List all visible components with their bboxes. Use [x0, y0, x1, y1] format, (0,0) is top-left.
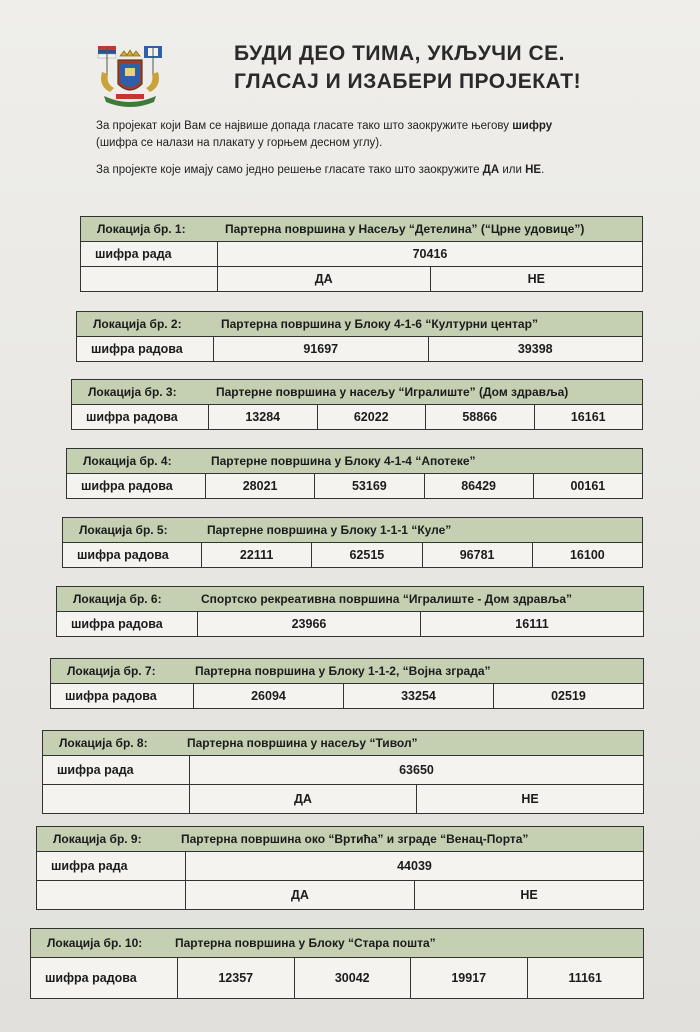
location-header [37, 827, 643, 852]
location-block-10 [30, 928, 644, 999]
location-header [43, 731, 643, 756]
location-header [63, 518, 642, 543]
location-title: Партерне површина у насељу “Игралиште” (Дом здравља) [216, 385, 569, 399]
location-block-3 [71, 379, 643, 430]
vote-row [43, 784, 643, 813]
code-row [67, 474, 642, 498]
project-code[interactable]: 16161 [534, 405, 643, 429]
location-number: Локација бр. 10: [47, 936, 143, 950]
code-label: шифра рада [51, 859, 128, 873]
code-row [51, 684, 643, 708]
location-title: Партерна површина у Блоку 1-1-2, “Војна зграда” [195, 664, 491, 678]
headline-line-1: БУДИ ДЕО ТИМА, УКЉУЧИ СЕ. [234, 42, 565, 65]
code-label: шифра радова [91, 342, 183, 356]
project-code[interactable]: 53169 [314, 474, 423, 498]
coat-of-arms-logo [92, 42, 168, 112]
location-block-5 [62, 517, 643, 568]
project-code[interactable]: 28021 [205, 474, 314, 498]
vote-no-option[interactable]: НЕ [414, 881, 643, 909]
intro-text: или [499, 164, 526, 176]
page-headline [234, 40, 674, 96]
project-code[interactable]: 63650 [189, 756, 643, 784]
intro-line: (шифра се налази на плакату у горњем десном углу). [96, 137, 383, 149]
project-code[interactable]: 62515 [311, 543, 421, 567]
location-header [81, 217, 642, 242]
code-label: шифра радова [81, 479, 173, 493]
code-row [81, 242, 642, 266]
location-header [51, 659, 643, 684]
vote-row [37, 880, 643, 909]
location-block-7 [50, 658, 644, 709]
location-header [67, 449, 642, 474]
code-row [77, 337, 642, 361]
project-code[interactable]: 39398 [428, 337, 643, 361]
project-code[interactable]: 44039 [185, 852, 643, 880]
intro-text: . [541, 164, 545, 176]
location-number: Локација бр. 1: [97, 222, 186, 236]
code-row [31, 958, 643, 998]
vote-row [81, 266, 642, 291]
project-code[interactable]: 16100 [532, 543, 642, 567]
intro-bold: ДА [482, 164, 500, 176]
project-code[interactable]: 96781 [422, 543, 532, 567]
location-title: Партерна површина у насељу “Тивол” [187, 736, 418, 750]
vote-no-option[interactable]: НЕ [416, 785, 643, 813]
empty-cell [81, 267, 217, 291]
location-title: Партерна површина у Блоку 4-1-6 “Културни центар” [221, 317, 538, 331]
project-code[interactable]: 26094 [193, 684, 343, 708]
location-block-4 [66, 448, 643, 499]
code-row [63, 543, 642, 567]
location-number: Локација бр. 6: [73, 592, 162, 606]
location-header [77, 312, 642, 337]
vote-no-option[interactable]: НЕ [430, 267, 643, 291]
code-label: шифра рада [95, 247, 172, 261]
intro-text: За пројекат који Вам се највише допада гласате тако што заокружите његову [96, 120, 513, 132]
project-code[interactable]: 22111 [201, 543, 311, 567]
location-header [72, 380, 642, 405]
location-block-2 [76, 311, 643, 362]
location-header [31, 929, 643, 958]
project-code[interactable]: 33254 [343, 684, 493, 708]
location-number: Локација бр. 8: [59, 736, 148, 750]
vote-yes-option[interactable]: ДА [189, 785, 416, 813]
project-code[interactable]: 16111 [420, 612, 643, 636]
location-title: Партерне површина у Блоку 1-1-1 “Куле” [207, 523, 452, 537]
project-code[interactable]: 02519 [493, 684, 643, 708]
empty-cell [43, 785, 189, 813]
location-header [57, 587, 643, 612]
project-code[interactable]: 13284 [208, 405, 317, 429]
code-row [43, 756, 643, 784]
code-row [72, 405, 642, 429]
intro-bold: шифру [512, 120, 553, 132]
location-title: Партерна површина око “Вртића” и зграде “Венац-Порта” [181, 832, 529, 846]
intro-text: За пројекте које имају само једно решење гласате тако што заокружите [96, 164, 483, 176]
location-number: Локација бр. 7: [67, 664, 156, 678]
intro-paragraph-2 [96, 162, 656, 179]
location-block-6 [56, 586, 644, 637]
project-code[interactable]: 86429 [424, 474, 533, 498]
project-code[interactable]: 91697 [213, 337, 428, 361]
intro-line [96, 118, 656, 135]
code-label: шифра рада [57, 763, 134, 777]
empty-cell [37, 881, 185, 909]
intro-bold: НЕ [525, 164, 542, 176]
location-block-1 [80, 216, 643, 292]
project-code[interactable]: 19917 [410, 958, 527, 998]
headline-line-2: ГЛАСАЈ И ИЗАБЕРИ ПРОЈЕКАТ! [234, 70, 582, 93]
project-code[interactable]: 58866 [425, 405, 534, 429]
vote-yes-option[interactable]: ДА [217, 267, 430, 291]
location-title: Партерна површина у Блоку “Стара пошта” [175, 936, 436, 950]
location-number: Локација бр. 9: [53, 832, 142, 846]
location-block-9 [36, 826, 644, 910]
location-number: Локација бр. 4: [83, 454, 172, 468]
location-number: Локација бр. 3: [88, 385, 177, 399]
intro-paragraph-1 [96, 118, 656, 152]
project-code[interactable]: 00161 [533, 474, 642, 498]
vote-yes-option[interactable]: ДА [185, 881, 414, 909]
project-code[interactable]: 23966 [197, 612, 420, 636]
code-label: шифра радова [45, 971, 137, 985]
code-label: шифра радова [71, 617, 163, 631]
location-title: Партерне површина у Блоку 4-1-4 “Апотеке” [211, 454, 476, 468]
project-code[interactable]: 11161 [527, 958, 644, 998]
code-label: шифра радова [86, 410, 178, 424]
code-row [57, 612, 643, 636]
location-number: Локација бр. 5: [79, 523, 168, 537]
code-row [37, 852, 643, 880]
location-block-8 [42, 730, 644, 814]
project-code[interactable]: 70416 [217, 242, 642, 266]
code-label: шифра радова [77, 548, 169, 562]
project-code[interactable]: 62022 [317, 405, 426, 429]
location-title: Партерна површина у Насељу “Детелина” (“Црне удовице”) [225, 222, 585, 236]
code-label: шифра радова [65, 689, 157, 703]
location-title: Спортско рекреативна површина “Игралиште - Дом здравља” [201, 592, 572, 606]
location-number: Локација бр. 2: [93, 317, 182, 331]
project-code[interactable]: 30042 [294, 958, 411, 998]
project-code[interactable]: 12357 [177, 958, 294, 998]
